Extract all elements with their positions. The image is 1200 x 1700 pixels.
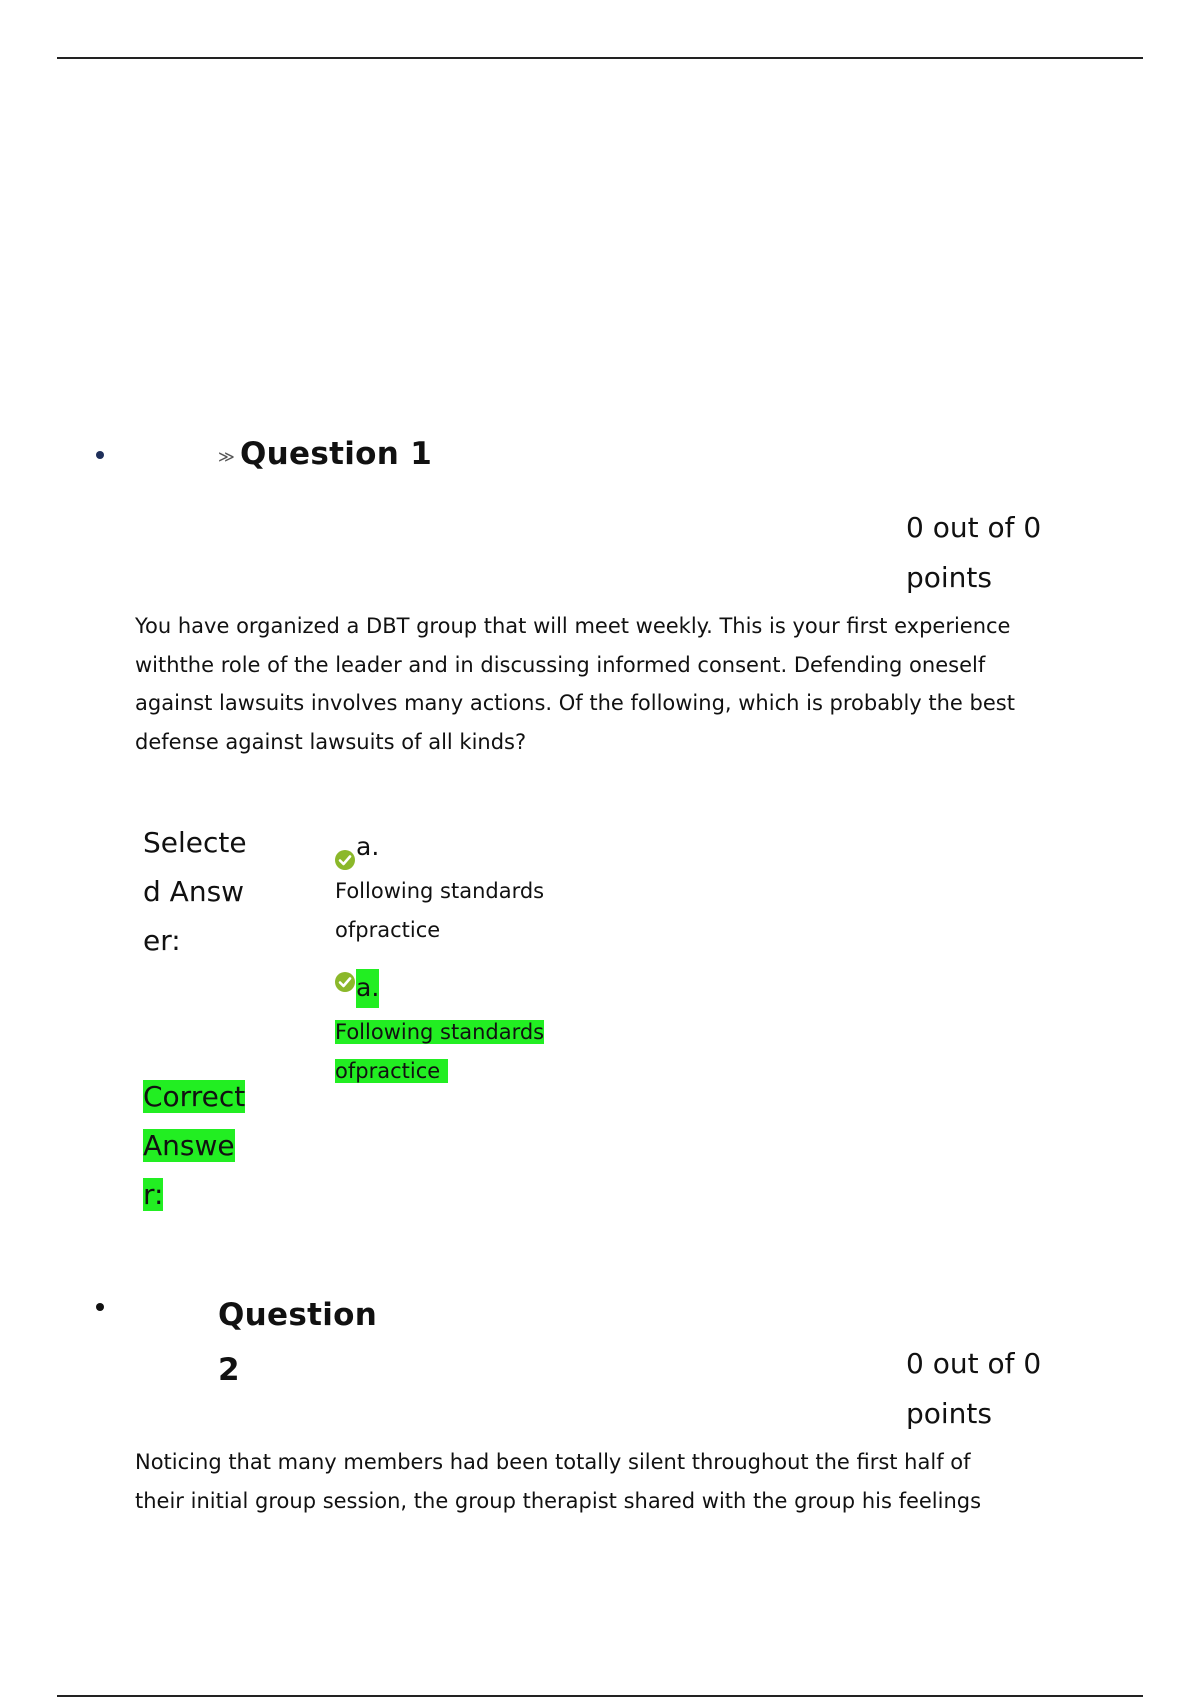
selected-answer-letter: a. xyxy=(356,832,380,861)
selected-answer-text: Following standards ofpractice xyxy=(335,879,545,942)
selected-answer-label xyxy=(143,818,253,965)
points-value: 0 out of 0 xyxy=(906,1347,1042,1380)
correct-answer-text: Following standards ofpractice xyxy=(335,1020,545,1083)
question-1-heading: Question 1 xyxy=(240,436,433,472)
selected-answer-label-text: Selected Answer: xyxy=(143,826,247,957)
question-1-bullet xyxy=(96,451,104,459)
points-unit: points xyxy=(906,1397,992,1430)
question-2-text: Noticing that many members had been totally silent throughout the first half of their initial group session, the group therapist shared with the group his feelings xyxy=(135,1450,982,1513)
correct-answer-label-text: Correct Answer: xyxy=(143,1080,246,1211)
bottom-rule xyxy=(57,1695,1143,1697)
question-2-heading: Question 2 xyxy=(218,1297,378,1388)
points-unit: points xyxy=(906,561,992,594)
question-2-bullet xyxy=(96,1303,104,1311)
correct-check-icon xyxy=(335,850,355,870)
chevron-double-down-icon[interactable]: ≫ xyxy=(218,447,235,466)
question-1-points xyxy=(906,503,1086,603)
selected-answer xyxy=(335,822,575,949)
top-rule xyxy=(57,57,1143,59)
correct-answer-label xyxy=(143,1072,253,1219)
question-2-points xyxy=(906,1339,1086,1439)
correct-answer-letter: a. xyxy=(356,969,379,1008)
correct-check-icon xyxy=(335,972,355,992)
points-value: 0 out of 0 xyxy=(906,511,1042,544)
correct-answer xyxy=(335,963,575,1090)
question-1-text: You have organized a DBT group that will meet weekly. This is your first experience withthe role of the leader and in discussing informed consent. Defending oneself against lawsuits involves many actions. Of the following, which is probably the best defense against lawsuits of all kinds? xyxy=(135,614,1015,754)
